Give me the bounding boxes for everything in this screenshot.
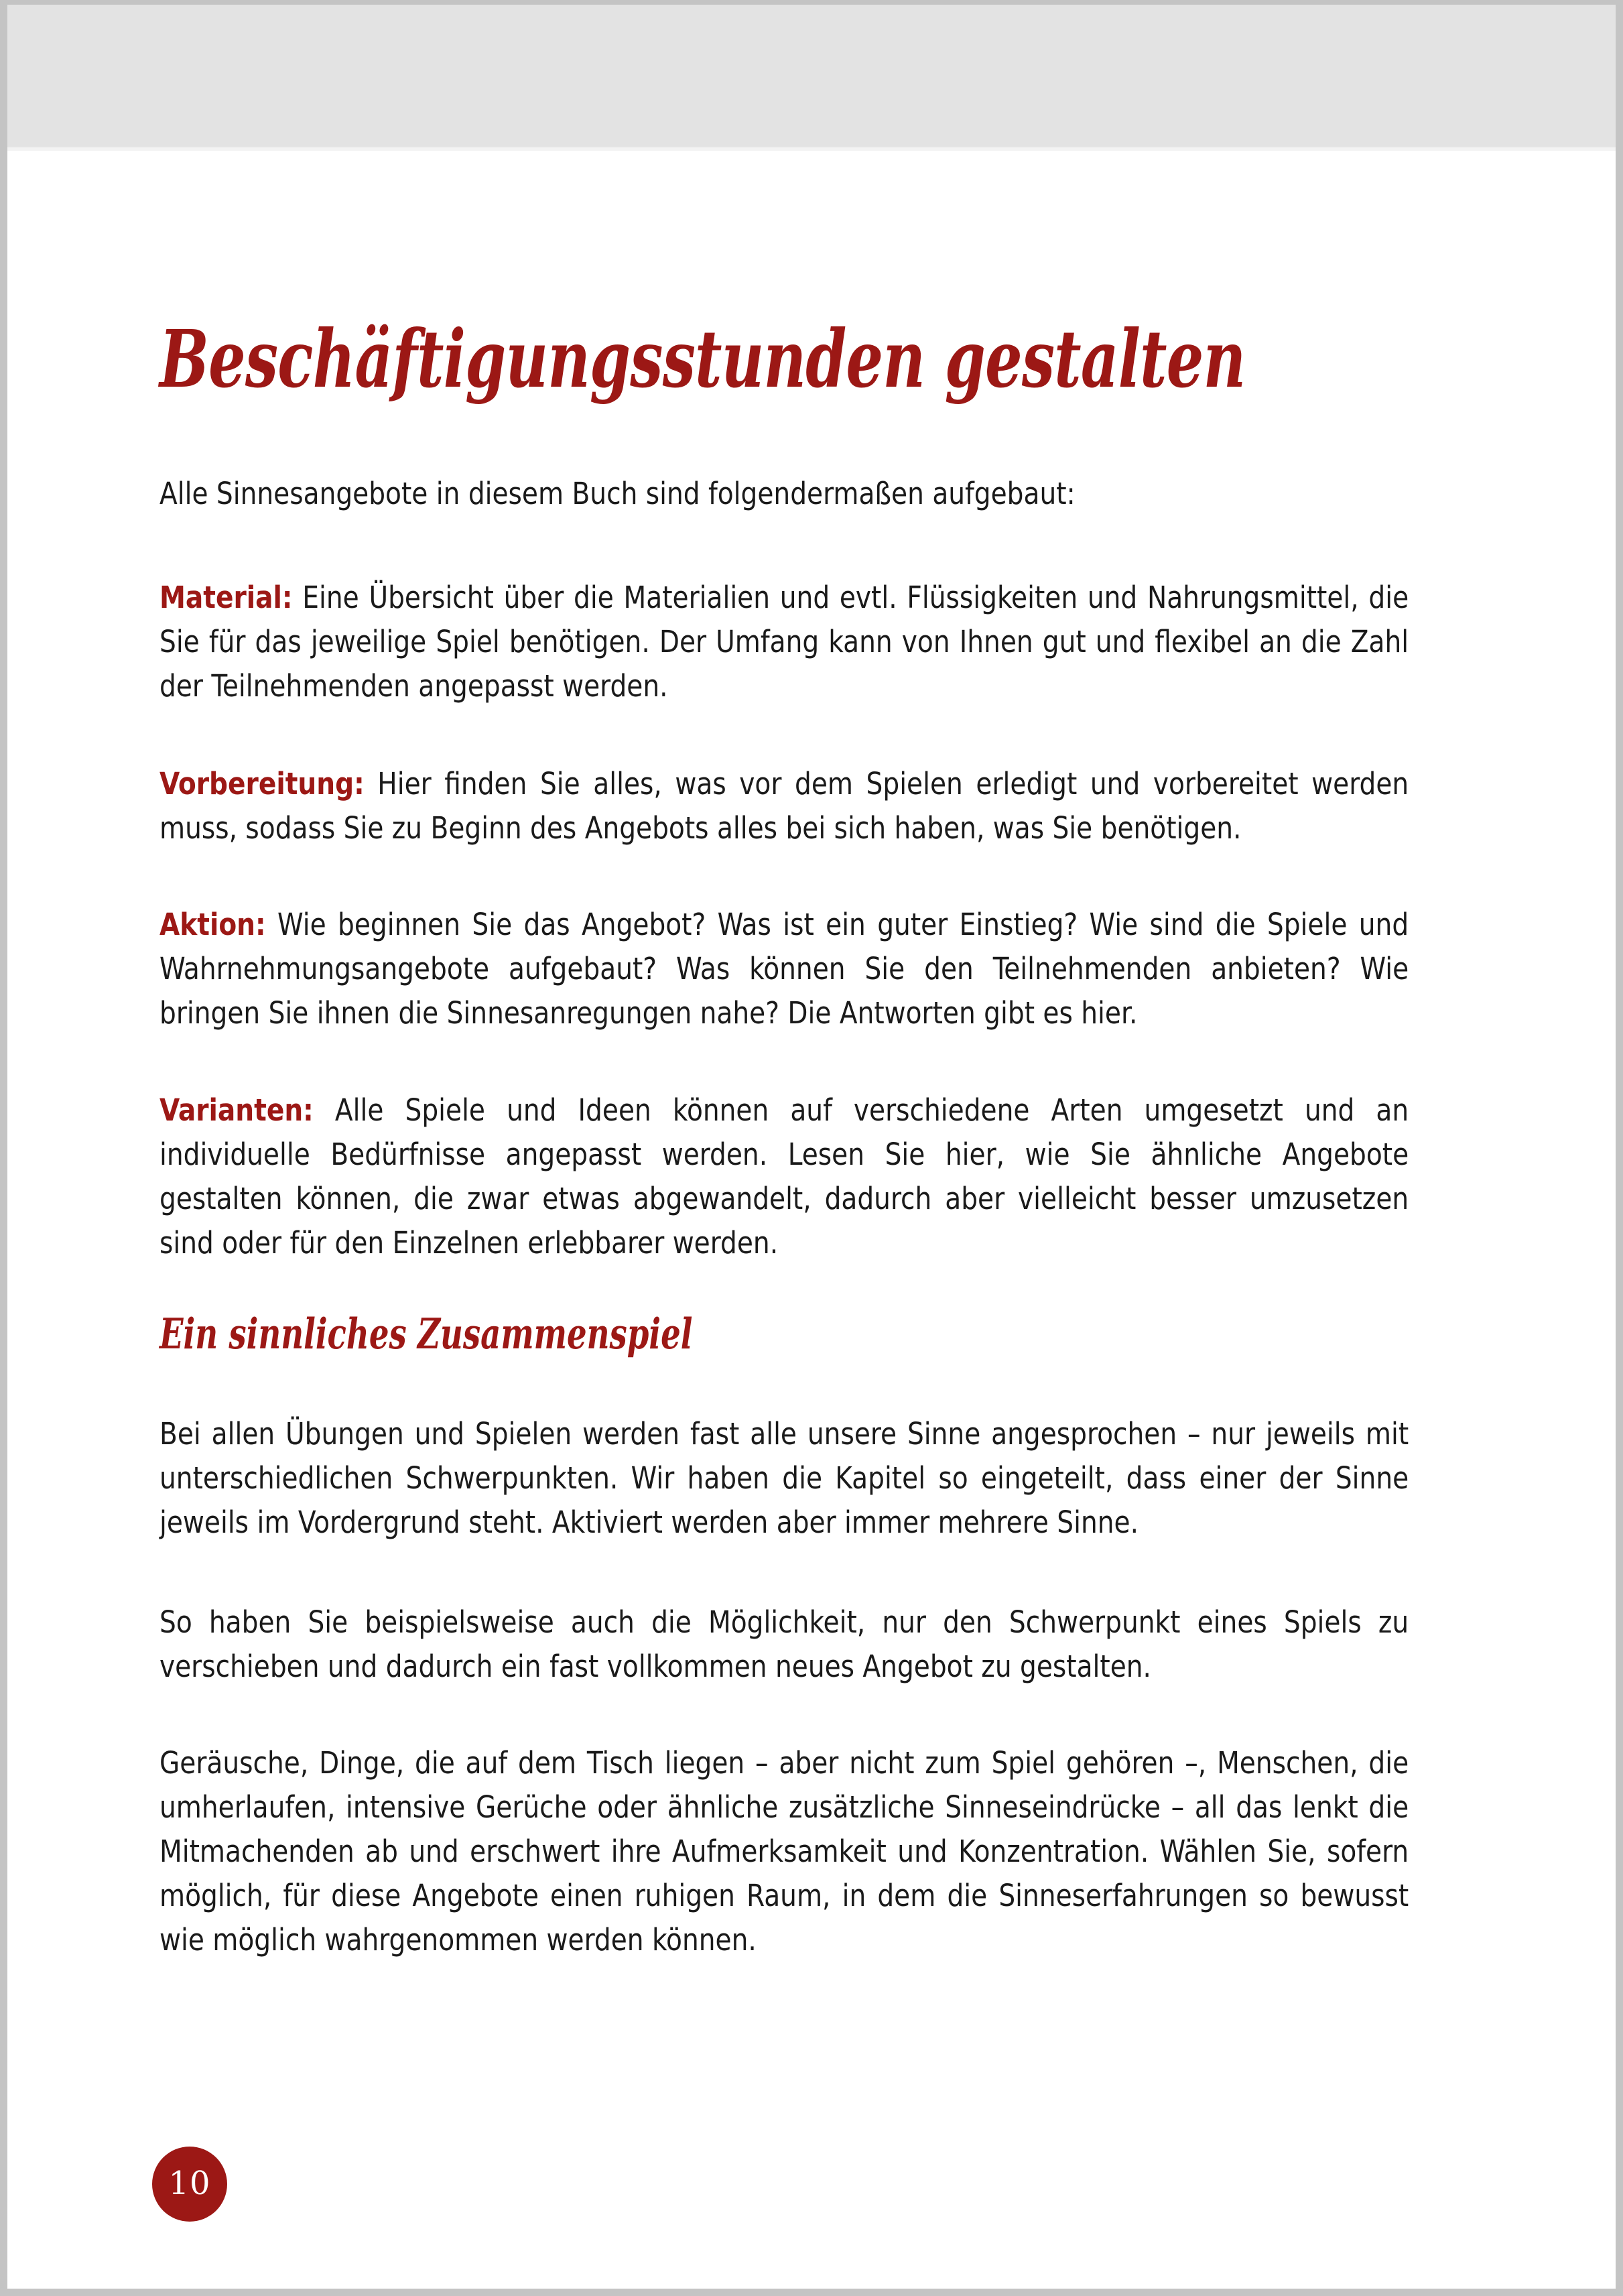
section-aktion	[159, 903, 1409, 1035]
section-vorbereitung	[159, 762, 1409, 850]
subsection-paragraph-3: Geräusche, Dinge, die auf dem Tisch liegen – aber nicht zum Spiel gehören –, Menschen, die umherlaufen, intensive Gerüche oder ähnliche zusätzliche Sinneseindrücke – all das lenkt die Mitmachenden ab und erschwert ihre Aufmerksamkeit und Konzentration. Wählen Sie, sofern möglich, für diese Angebote einen ruhigen Raum, in dem die Sinneserfahrungen so bewusst wie möglich wahrgenommen werden können.	[159, 1744, 1409, 1958]
section-aktion-label: Aktion:	[159, 906, 266, 942]
header-band	[7, 5, 1616, 148]
subsection-paragraph-2: So haben Sie beispielsweise auch die Möglichkeit, nur den Schwerpunkt eines Spiels zu verschieben und dadurch ein fast vollkommen neues Angebot zu gestalten.	[159, 1604, 1409, 1684]
intro-paragraph: Alle Sinnesangebote in diesem Buch sind folgendermaßen aufgebaut:	[159, 475, 1076, 511]
section-varianten-label: Varianten:	[159, 1092, 314, 1128]
section-vorbereitung-label: Vorbereitung:	[159, 765, 365, 802]
section-varianten-body: Alle Spiele und Ideen können auf verschiedene Arten umgesetzt und an individuelle Bedürfnisse angepasst werden. Lesen Sie hier, wie Sie ähnliche Angebote gestalten können, die zwar etwas abgewandelt, dadurch aber vielleicht besser umzusetzen sind oder für den Einzelnen erlebbarer werden.	[159, 1092, 1409, 1261]
section-material-label: Material:	[159, 579, 293, 615]
section-material-body: Eine Übersicht über die Materialien und evtl. Flüssigkeiten und Nahrungsmittel, die Sie für das jeweilige Spiel benötigen. Der Umfang kann von Ihnen gut und flexibel an die Zahl der Teilnehmenden angepasst werden.	[159, 579, 1409, 704]
section-vorbereitung-body: Hier finden Sie alles, was vor dem Spielen erledigt und vorbereitet werden muss, sodass Sie zu Beginn des Angebots alles bei sich haben, was Sie benötigen.	[159, 765, 1409, 846]
section-aktion-body: Wie beginnen Sie das Angebot? Was ist ein guter Einstieg? Wie sind die Spiele und Wahrnehmungsangebote aufgebaut? Was können Sie den Teilnehmenden anbieten? Wie bringen Sie ihnen die Sinnesanregungen nahe? Die Antworten gibt es hier.	[159, 906, 1409, 1031]
subsection-heading: Ein sinnliches Zusammenspiel	[159, 1309, 693, 1359]
page-title: Beschäftigungsstunden gestalten	[159, 312, 1246, 406]
page-number-badge: 10	[152, 2147, 227, 2222]
subsection-paragraph-1: Bei allen Übungen und Spielen werden fast alle unsere Sinne angesprochen – nur jeweils mit unterschiedlichen Schwerpunkten. Wir haben die Kapitel so eingeteilt, dass einer der Sinne jeweils im Vordergrund steht. Aktiviert werden aber immer mehrere Sinne.	[159, 1415, 1409, 1540]
section-varianten	[159, 1088, 1409, 1265]
section-material	[159, 576, 1409, 708]
